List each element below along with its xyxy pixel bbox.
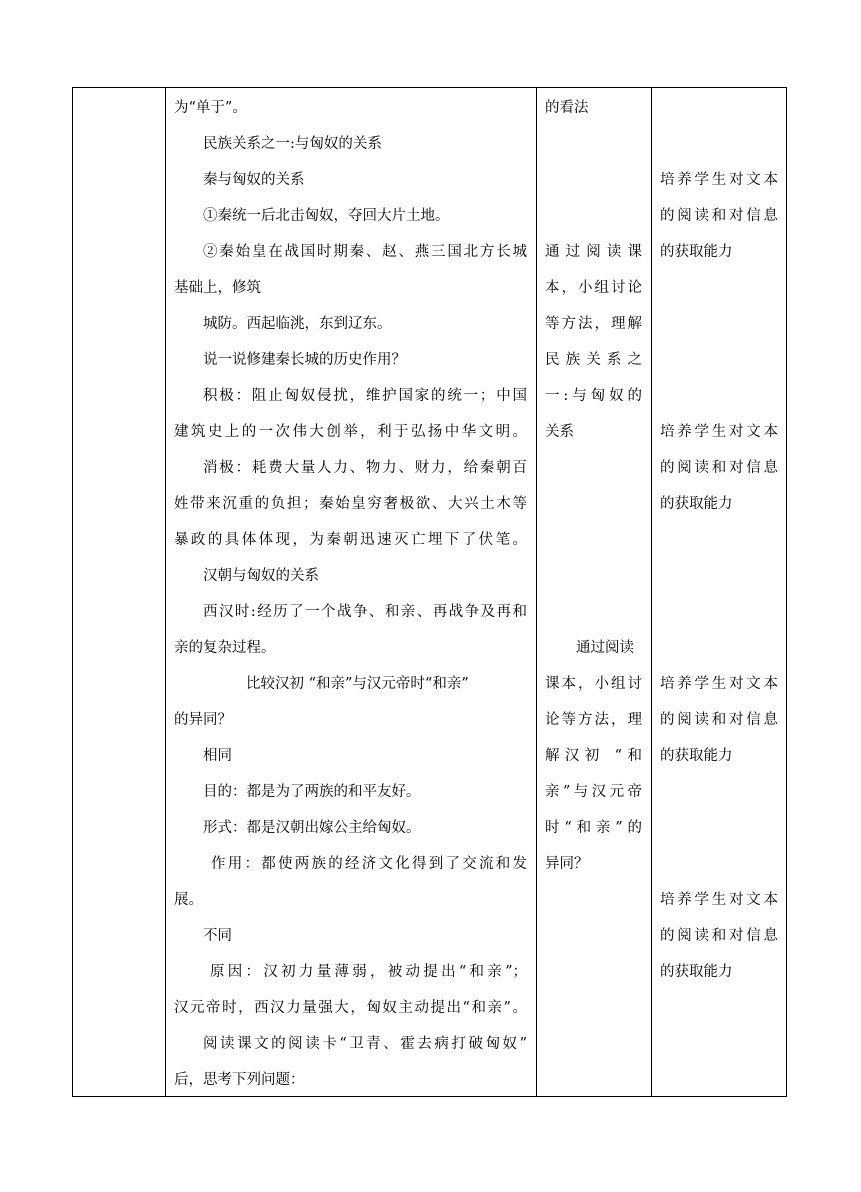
intent-line: 培养学生对文本	[660, 172, 778, 188]
content-line: 汉元帝时，西汉力量强大，匈奴主动提出“和亲”。	[174, 1000, 527, 1016]
content-line: 为“单于”。	[174, 100, 247, 116]
student-line: 通过阅读	[576, 640, 634, 656]
content-line: 不同	[203, 928, 232, 944]
content-line: 暴政的具体体现，为秦朝迅速灭亡埋下了伏笔。	[174, 532, 527, 548]
intent-line: 的获取能力	[660, 748, 733, 764]
content-line: 城防。西起临洮，东到辽东。	[203, 316, 392, 332]
content-line: 的异同？	[174, 712, 232, 728]
student-line: 论等方法，理	[545, 712, 642, 728]
column-divider	[165, 88, 166, 1096]
student-line: 民族关系之	[545, 352, 642, 368]
intent-line: 的获取能力	[660, 244, 733, 260]
content-line: 建筑史上的一次伟大创举，利于弘扬中华文明。	[174, 424, 527, 440]
intent-line: 的获取能力	[660, 496, 733, 512]
content-line: 说一说修建秦长城的历史作用？	[203, 352, 406, 368]
student-line: 通过阅读课	[545, 244, 642, 260]
content-line: 基础上，修筑	[174, 280, 261, 296]
intent-line: 的阅读和对信息	[660, 712, 778, 728]
content-line: 原因：汉初力量薄弱，被动提出“和亲”；	[210, 964, 527, 980]
intent-line: 的获取能力	[660, 964, 733, 980]
content-line: 消极：耗费大量人力、物力、财力，给秦朝百	[203, 460, 527, 476]
content-line: 亲的复杂过程。	[174, 640, 276, 656]
content-line: 汉朝与匈奴的关系	[203, 568, 319, 584]
student-line: 异同？	[545, 856, 589, 872]
intent-line: 的阅读和对信息	[660, 208, 778, 224]
content-line: ①秦统一后北击匈奴，夺回大片土地。	[203, 208, 450, 224]
column-divider	[651, 88, 652, 1096]
content-line: 作用：都使两族的经济文化得到了交流和发	[211, 856, 527, 872]
student-line: 关系	[545, 424, 574, 440]
content-line: 目的：都是为了两族的和平友好。	[203, 784, 421, 800]
content-line: 形式：都是汉朝出嫁公主给匈奴。	[203, 820, 421, 836]
student-line: 一:与匈奴的	[545, 388, 642, 404]
intent-line: 的阅读和对信息	[660, 460, 778, 476]
content-line: 相同	[203, 748, 232, 764]
content-line: 后，思考下列问题：	[174, 1072, 305, 1088]
content-line: 秦与匈奴的关系	[203, 172, 305, 188]
content-line: 比较汉初 “和亲”与汉元帝时“和亲”	[246, 676, 469, 692]
content-line: 积极：阻止匈奴侵扰，维护国家的统一；中国	[203, 388, 527, 404]
column-divider	[536, 88, 537, 1096]
intent-line: 培养学生对文本	[660, 424, 778, 440]
content-line: 姓带来沉重的负担；秦始皇穷奢极欲、大兴土木等	[174, 496, 527, 512]
intent-line: 培养学生对文本	[660, 676, 778, 692]
content-line: 民族关系之一:与匈奴的关系	[203, 136, 382, 152]
content-line: 西汉时:经历了一个战争、和亲、再战争及再和	[203, 604, 527, 620]
student-line: 等方法，理解	[545, 316, 642, 332]
intent-line: 的阅读和对信息	[660, 928, 778, 944]
student-line: 课本，小组讨	[545, 676, 642, 692]
content-line: ②秦始皇在战国时期秦、赵、燕三国北方长城	[203, 244, 527, 260]
student-line: 本，小组讨论	[545, 280, 642, 296]
lesson-table	[72, 87, 787, 1097]
student-line: 亲”与汉元帝	[545, 784, 642, 800]
content-line: 阅读课文的阅读卡“卫青、霍去病打破匈奴”	[203, 1036, 527, 1052]
student-line: 的看法	[545, 100, 589, 116]
content-line: 展。	[174, 892, 203, 908]
student-line: 时“和亲”的	[545, 820, 642, 836]
intent-line: 培养学生对文本	[660, 892, 778, 908]
student-line: 解汉初 “和	[545, 748, 642, 764]
